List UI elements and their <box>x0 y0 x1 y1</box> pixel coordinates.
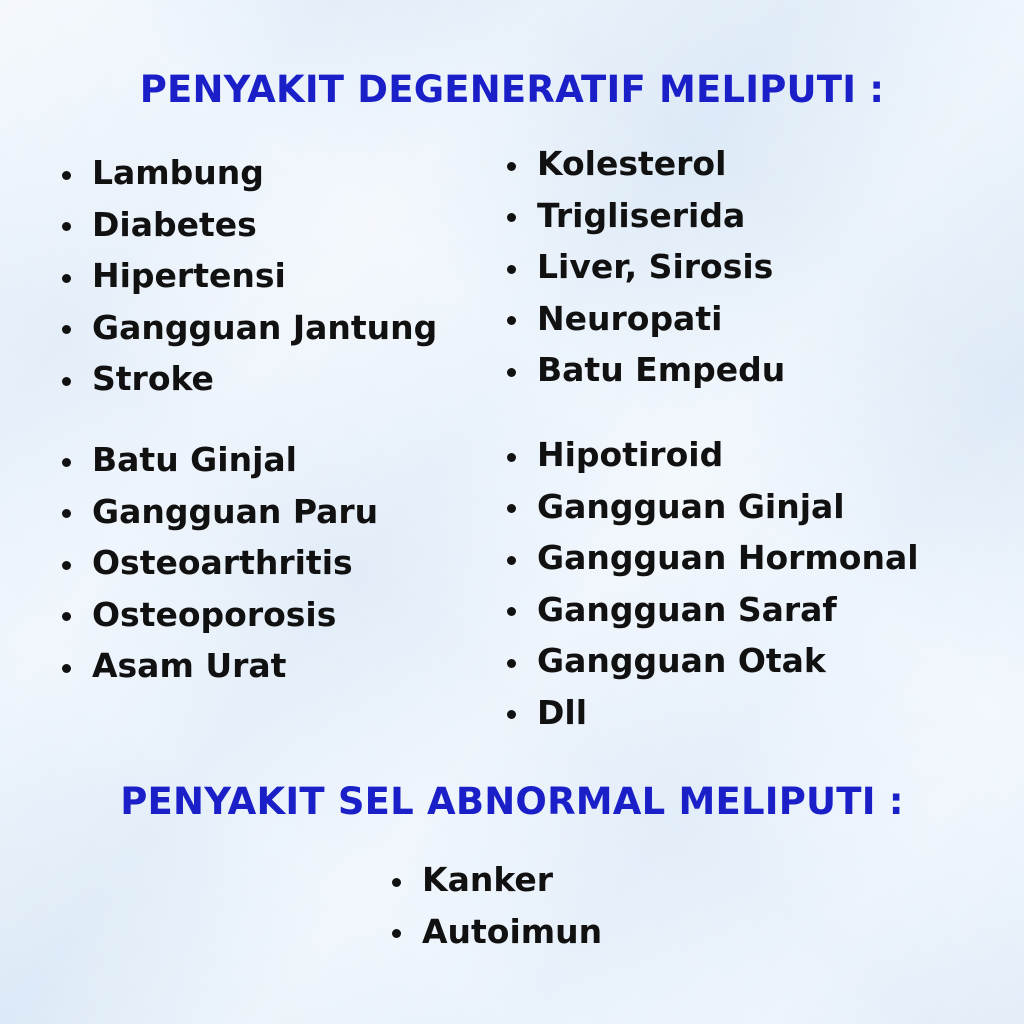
list-item <box>507 429 919 481</box>
list-item-label: Stroke <box>92 359 214 398</box>
bullet-icon <box>392 878 401 887</box>
list-item <box>507 532 919 584</box>
bullet-icon <box>507 265 516 274</box>
list-item <box>507 293 785 345</box>
list-item-label: Gangguan Ginjal <box>537 486 845 526</box>
list-item-label: Lambung <box>92 153 264 192</box>
degeneratif-list-right-bottom <box>507 429 919 738</box>
degeneratif-list-left-bottom <box>62 434 378 692</box>
list-item <box>62 199 437 251</box>
list-item-label: Dll <box>537 692 588 732</box>
list-item <box>62 250 437 302</box>
list-item-label: Hipotiroid <box>537 435 724 474</box>
list-item-label: Trigliserida <box>537 195 746 235</box>
list-item <box>507 481 919 533</box>
list-item <box>62 589 378 641</box>
list-item <box>62 537 378 589</box>
bullet-icon <box>507 162 516 171</box>
bullet-icon <box>62 612 71 621</box>
list-item-label: Gangguan Paru <box>92 491 379 531</box>
list-item-label: Kolesterol <box>537 144 727 183</box>
list-item <box>62 640 378 692</box>
list-item <box>392 854 602 906</box>
list-item-label: Hipertensi <box>92 256 286 295</box>
bullet-icon <box>507 710 516 719</box>
list-item <box>392 906 602 958</box>
list-item-label: Kanker <box>422 860 554 899</box>
list-item <box>507 138 785 190</box>
abnormal-heading: PENYAKIT SEL ABNORMAL MELIPUTI : <box>120 780 904 823</box>
list-item <box>507 687 919 739</box>
bullet-icon <box>62 377 71 386</box>
bullet-icon <box>62 171 71 180</box>
bullet-icon <box>62 222 71 231</box>
bullet-icon <box>507 659 516 668</box>
list-item <box>507 344 785 396</box>
list-item-label: Liver, Sirosis <box>537 247 774 286</box>
list-item-label: Asam Urat <box>92 646 287 685</box>
list-item <box>62 353 437 405</box>
degeneratif-heading: PENYAKIT DEGENERATIF MELIPUTI : <box>139 68 885 111</box>
list-item-label: Batu Empedu <box>537 350 786 389</box>
bullet-icon <box>507 453 516 462</box>
list-item <box>507 241 785 293</box>
bullet-icon <box>507 504 516 513</box>
degeneratif-list-left-top <box>62 147 437 405</box>
abnormal-list <box>392 854 602 957</box>
bullet-icon <box>62 325 71 334</box>
list-item-label: Gangguan Otak <box>537 641 826 680</box>
bullet-icon <box>507 368 516 377</box>
bullet-icon <box>62 458 71 467</box>
list-item-label: Neuropati <box>537 298 723 338</box>
list-item-label: Gangguan Saraf <box>537 589 837 629</box>
list-item <box>507 635 919 687</box>
list-item-label: Batu Ginjal <box>92 440 297 479</box>
bullet-icon <box>62 664 71 673</box>
list-item-label: Diabetes <box>92 204 257 244</box>
bullet-icon <box>507 556 516 565</box>
list-item-label: Osteoporosis <box>92 594 337 634</box>
list-item <box>62 302 437 354</box>
bullet-icon <box>507 213 516 222</box>
bullet-icon <box>62 274 71 283</box>
list-item <box>62 147 437 199</box>
bullet-icon <box>392 929 401 938</box>
list-item-label: Gangguan Jantung <box>92 307 438 347</box>
degeneratif-list-right-top <box>507 138 785 396</box>
list-item <box>62 434 378 486</box>
bullet-icon <box>62 509 71 518</box>
bullet-icon <box>62 561 71 570</box>
list-item <box>507 190 785 242</box>
list-item-label: Osteoarthritis <box>92 543 353 582</box>
bullet-icon <box>507 607 516 616</box>
list-item <box>62 486 378 538</box>
list-item <box>507 584 919 636</box>
bullet-icon <box>507 316 516 325</box>
list-item-label: Autoimun <box>422 911 603 951</box>
list-item-label: Gangguan Hormonal <box>537 538 919 577</box>
